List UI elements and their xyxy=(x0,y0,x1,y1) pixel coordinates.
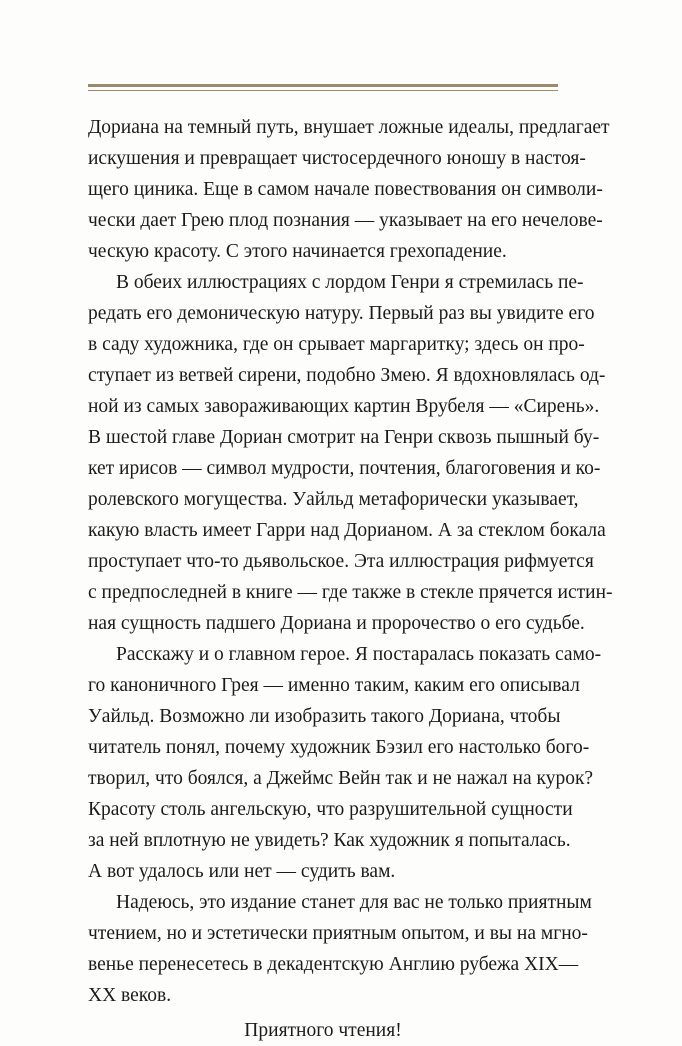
text-line: ролевского могущества. Уайльд метафорически указывает, xyxy=(88,489,579,510)
text-line: читатель понял, почему художник Бэзил его настолько бого- xyxy=(88,737,590,758)
text-line: за ней вплотную не увидеть? Как художник я попыталась. xyxy=(88,830,571,851)
text-line: XX веков. xyxy=(88,985,172,1006)
text-line: венье перенесетесь в декадентскую Англию рубежа XIX— xyxy=(88,954,579,975)
body-text xyxy=(88,112,613,1046)
paragraph-start-line: Надеюсь, это издание станет для вас не только приятным xyxy=(116,892,592,913)
text-line: редать его демоническую натуру. Первый раз вы увидите его xyxy=(88,303,595,324)
text-line: ной из самых завораживающих картин Врубеля — «Сирень». xyxy=(88,396,600,417)
text-line: ческую красоту. С этого начинается грехопадение. xyxy=(88,241,507,262)
text-line: Уайльд. Возможно ли изобразить такого Дориана, чтобы xyxy=(88,706,561,727)
text-line: проступает что-то дьявольское. Эта иллюстрация рифмуется xyxy=(88,551,594,572)
text-line: Дориана на темный путь, внушает ложные идеалы, предлагает xyxy=(88,117,610,138)
text-line: в саду художника, где он срывает маргаритку; здесь он про- xyxy=(88,334,585,355)
text-line: А вот удалось или нет — судить вам. xyxy=(88,861,396,882)
text-line: В шестой главе Дориан смотрит на Генри сквозь пышный бу- xyxy=(88,427,600,448)
text-line: го каноничного Грея — именно таким, каким его описывал xyxy=(88,675,580,696)
text-line: искушения и превращает чистосердечного юношу в настоя- xyxy=(88,148,586,169)
text-line: ступает из ветвей сирени, подобно Змею. Я вдохновлялась од- xyxy=(88,365,606,386)
text-line: чтением, но и эстетически приятным опытом, и вы на мгно- xyxy=(88,923,588,944)
paragraph-start-line: В обеих иллюстрациях с лордом Генри я стремилась пе- xyxy=(116,272,584,293)
text-line: кет ирисов — символ мудрости, почтения, благоговения и ко- xyxy=(88,458,601,479)
header-rule-thick xyxy=(88,84,558,87)
text-line: с предпоследней в книге — где также в стекле прячется истин- xyxy=(88,582,613,603)
text-line: чески дает Грею плод познания — указывает на его нечелове- xyxy=(88,210,603,231)
text-line: творил, что боялся, а Джеймс Вейн так и не нажал на курок? xyxy=(88,768,594,789)
header-rule-thin xyxy=(88,90,558,91)
closing-line: Приятного чтения! xyxy=(244,1020,402,1041)
paragraph-start-line: Расскажу и о главном герое. Я постаралась показать само- xyxy=(116,644,602,665)
text-line: ная сущность падшего Дориана и пророчество о его судьбе. xyxy=(88,613,585,634)
text-line: какую власть имеет Гарри над Дорианом. А за стеклом бокала xyxy=(88,520,606,541)
text-line: Красоту столь ангельскую, что разрушительной сущности xyxy=(88,799,573,820)
text-line: щего циника. Еще в самом начале повествования он символи- xyxy=(88,179,603,200)
